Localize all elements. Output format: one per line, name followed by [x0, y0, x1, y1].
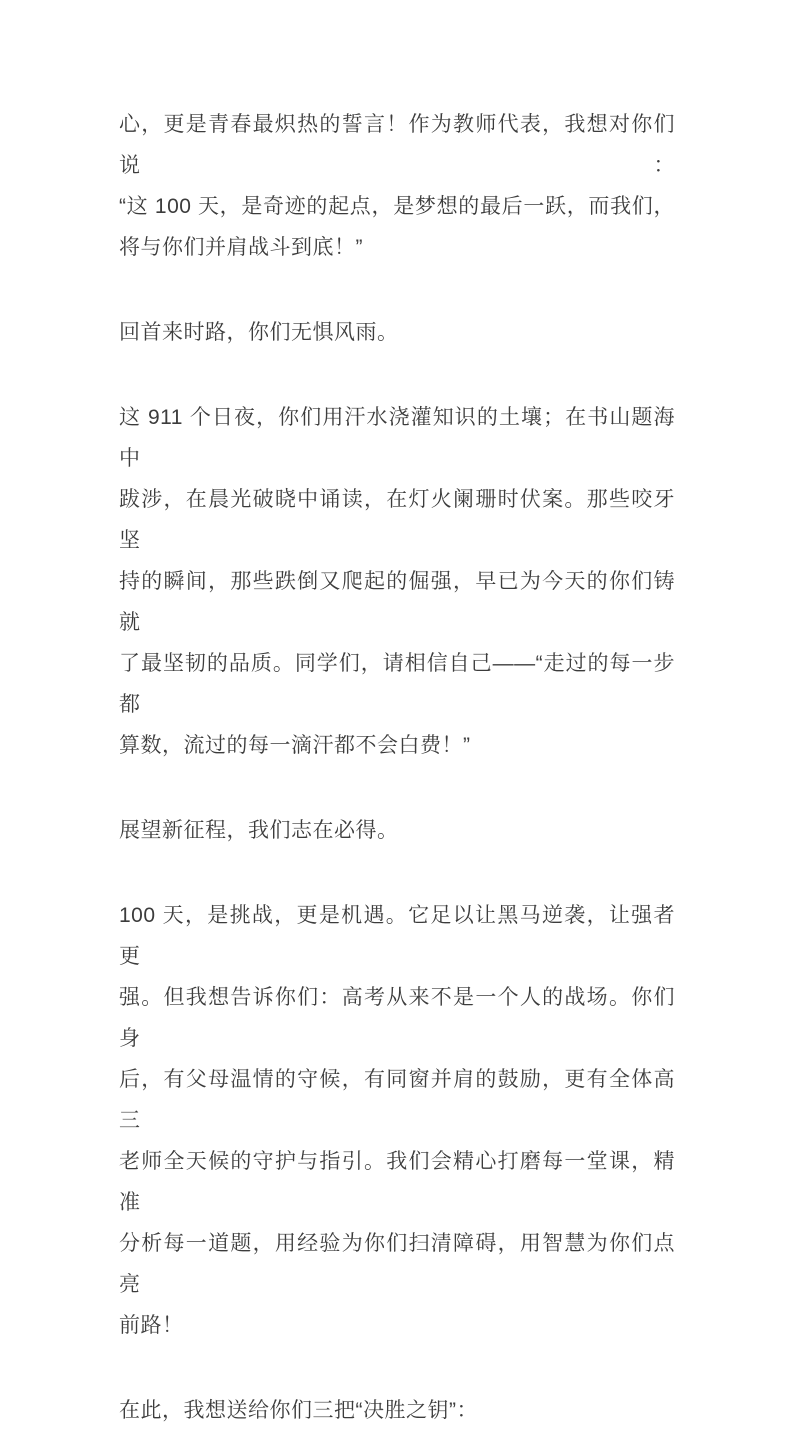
text-line: 了最坚韧的品质。同学们，请相信自己——“走过的每一步都	[119, 652, 675, 716]
paragraph-100-days	[119, 895, 675, 1346]
paragraph-outlook-heading	[119, 810, 675, 851]
text-line: 后，有父母温情的守候，有同窗并肩的鼓励，更有全体高三	[119, 1068, 675, 1132]
text-line: 展望新征程，我们志在必得。	[119, 819, 399, 842]
text-line: 跋涉，在晨光破晓中诵读，在灯火阑珊时伏案。那些咬牙坚	[119, 488, 675, 552]
text-line: 回首来时路，你们无惧风雨。	[119, 321, 399, 344]
text-line: 在此，我想送给你们三把“决胜之钥”：	[119, 1399, 478, 1422]
text-line: 将与你们并肩战斗到底！”	[119, 236, 363, 259]
paragraph-911-days	[119, 397, 675, 766]
text-line: 强。但我想告诉你们：高考从来不是一个人的战场。你们身	[119, 986, 675, 1050]
text-line: 老师全天候的守护与指引。我们会精心打磨每一堂课，精准	[119, 1150, 675, 1214]
text-line: 算数，流过的每一滴汗都不会白费！”	[119, 734, 471, 757]
paragraph-pledge	[119, 104, 675, 268]
text-line: 持的瞬间，那些跌倒又爬起的倔强，早已为今天的你们铸就	[119, 570, 675, 634]
text-line: 前路！	[119, 1314, 184, 1337]
text-line: 这 911 个日夜，你们用汗水浇灌知识的土壤；在书山题海中	[119, 406, 675, 470]
text-line: 心，更是青春最炽热的誓言！作为教师代表，我想对你们说：	[119, 113, 675, 177]
paragraph-lookback-heading	[119, 312, 675, 353]
paragraph-three-keys-intro	[119, 1390, 675, 1431]
text-line: 分析每一道题，用经验为你们扫清障碍，用智慧为你们点亮	[119, 1232, 675, 1296]
text-line: 100 天，是挑战，更是机遇。它足以让黑马逆袭，让强者更	[119, 904, 675, 968]
text-line: “这 100 天，是奇迹的起点，是梦想的最后一跃，而我们，	[119, 195, 675, 218]
